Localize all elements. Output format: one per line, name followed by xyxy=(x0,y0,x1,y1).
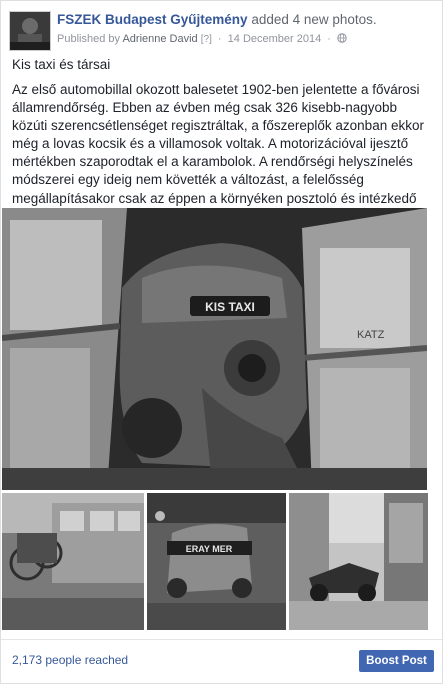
meta-separator-2: · xyxy=(327,33,331,45)
post-meta xyxy=(57,33,347,45)
post-title: Kis taxi és társai xyxy=(12,57,111,72)
post-body xyxy=(12,81,424,226)
post-body-text: Az első automobillal okozott balesetet 1902-ben jelentette a fővárosi államrendőrség. Ebben az évben még csak 326 kisebb-nagyobb közúti szerencsétlenséget regisztráltak, a főszereplők azonban ekkor még a lovas kocsik és a villamosok voltak. A motorizációval ijesztő mértékben szaporodtak el a karambolok. A rendőrségi helyszínelés módszerei egy ideig nem követték a változást, a felelősség megállapításakor csak az éppen a környéken posztoló és intézkedő xyxy=(12,82,424,206)
globe-icon[interactable] xyxy=(337,33,347,43)
meta-separator: · xyxy=(217,33,222,45)
taxi-sign-text: KIS TAXI xyxy=(205,300,255,314)
help-marker[interactable]: [?] xyxy=(200,34,212,45)
footer-divider xyxy=(1,639,442,640)
published-by-label: Published by xyxy=(57,33,120,45)
thumb2-sign-text: ERAY MER xyxy=(185,544,233,554)
people-reached[interactable]: 2,173 people reached xyxy=(12,653,129,667)
page-name-link[interactable]: FSZEK Budapest Gyűjtemény xyxy=(57,12,248,27)
post-header xyxy=(57,12,377,27)
post-date[interactable]: 14 December 2014 xyxy=(227,33,322,45)
author-link[interactable]: Adrienne David xyxy=(122,33,198,45)
tram-number-text: KATZ xyxy=(357,329,385,341)
page-avatar[interactable] xyxy=(9,11,51,51)
photo-thumbnail-2[interactable] xyxy=(147,493,286,630)
photo-thumbnail-1[interactable] xyxy=(2,493,144,630)
photo-thumbnail-3[interactable] xyxy=(289,493,428,630)
main-photo[interactable] xyxy=(2,208,427,490)
post-action-text: added 4 new photos. xyxy=(251,12,377,27)
boost-post-button[interactable]: Boost Post xyxy=(359,650,434,672)
